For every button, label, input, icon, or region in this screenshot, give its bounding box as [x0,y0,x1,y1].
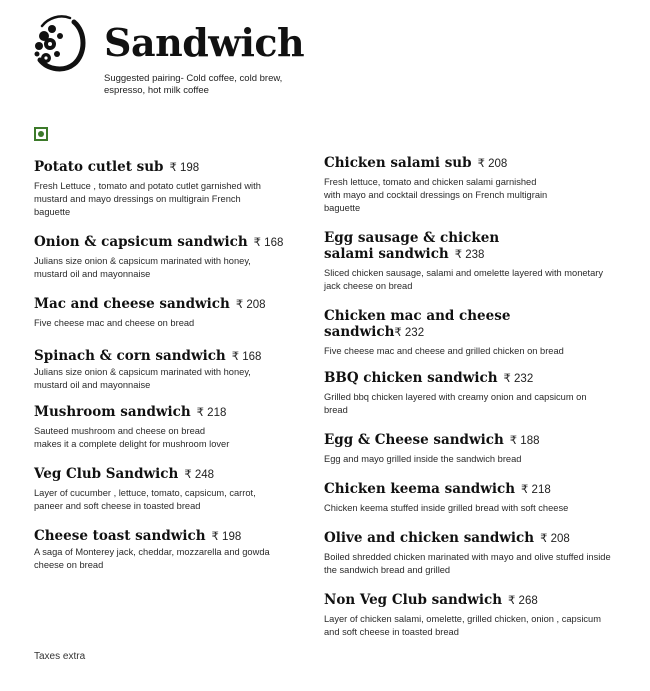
item-description: mustard and mayo dressings on multigrain French [34,194,241,204]
item-description: with mayo and cocktail dressings on French multigrain [324,190,548,200]
item-name: Egg sausage & chicken salami sandwich [324,230,500,262]
item-description: and soft cheese in toasted bread [324,627,459,637]
item-price: ₹ 248 [184,469,215,481]
item-price: ₹ 168 [231,351,262,363]
menu-item [324,370,629,417]
item-price: ₹ 198 [211,531,242,543]
item-name: Onion & capsicum sandwich [34,234,248,250]
item-price: ₹ 168 [253,237,284,249]
item-description: mustard oil and mayonnaise [34,380,151,390]
item-name: Mac and cheese sandwich [34,296,230,312]
item-name: Potato cutlet sub [34,159,164,175]
item-description: Layer of chicken salami, omelette, grilled chicken, onion , capsicum [324,614,601,624]
item-description: jack cheese on bread [324,281,413,291]
item-name: Cheese toast sandwich [34,528,206,544]
pairing-line: espresso, hot milk coffee [104,85,209,96]
item-description: paneer and soft cheese in toasted bread [34,501,201,511]
item-description: makes it a complete delight for mushroom lover [34,439,230,449]
item-price: ₹ 238 [454,249,485,261]
menu-item [34,159,289,219]
floral-circle-logo [30,14,88,74]
item-name: Egg & Cheese sandwich [324,432,504,448]
suggested-pairing [104,73,334,97]
item-price: ₹ 208 [235,299,266,311]
item-description: Grilled bbq chicken layered with creamy onion and capsicum on [324,392,587,402]
menu-item [34,348,289,392]
item-description: A saga of Monterey jack, cheddar, mozzarella and gowda [34,547,270,557]
item-description: Sliced chicken sausage, salami and omelette layered with monetary [324,268,604,278]
taxes-note: Taxes extra [34,651,86,662]
item-description: mustard oil and mayonnaise [34,269,151,279]
page-title: Sandwich [104,20,305,65]
veg-icon [34,127,48,141]
item-price: ₹ 232 [503,373,534,385]
menu-item [324,481,629,515]
item-name: Non Veg Club sandwich [324,592,503,608]
item-name: Spinach & corn sandwich [34,348,226,364]
item-description: Five cheese mac and cheese on bread [34,318,195,328]
item-description: the sandwich bread and grilled [324,565,451,575]
item-name: BBQ chicken sandwich [324,370,498,386]
item-description: baguette [34,207,71,217]
item-price: ₹ 188 [509,435,540,447]
item-description: baguette [324,203,361,213]
item-description: Sauteed mushroom and cheese on bread [34,426,206,436]
menu-item [324,308,564,358]
pairing-line: Suggested pairing- Cold coffee, cold brew, [104,73,283,84]
item-price: ₹ 208 [540,533,570,545]
item-description: Julians size onion & capsicum marinated with honey, [34,367,251,377]
menu-item [34,466,289,513]
item-description: Chicken keema stuffed inside grilled bread with soft cheese [324,503,569,513]
item-name: Olive and chicken sandwich [324,530,535,546]
item-description: Boiled shredded chicken marinated with mayo and olive stuffed inside [324,552,611,562]
item-name: Veg Club Sandwich [34,466,179,482]
item-description: Fresh lettuce, tomato and chicken salami garnished [324,177,537,187]
item-price: ₹ 198 [169,162,200,174]
item-price: ₹ 268 [508,595,538,607]
item-description: Julians size onion & capsicum marinated with honey, [34,256,251,266]
item-description: bread [324,405,348,415]
menu-item [324,155,629,215]
menu-item [34,296,289,330]
item-price: ₹ 218 [196,407,227,419]
item-description: Fresh Lettuce , tomato and potato cutlet garnished with [34,181,261,191]
menu-item [324,530,629,577]
item-price: ₹ 218 [521,484,551,496]
item-name: Chicken salami sub [324,155,472,171]
item-name: Chicken mac and cheese sandwich [324,308,511,340]
item-name: Mushroom sandwich [34,404,191,420]
menu-item [324,592,629,639]
menu-item [34,234,289,281]
item-price: ₹ 208 [477,158,508,170]
menu-item [34,528,289,572]
item-description: Egg and mayo grilled inside the sandwich bread [324,454,522,464]
item-price: ₹ 232 [394,327,425,339]
item-description: Five cheese mac and cheese and grilled chicken on bread [324,346,564,356]
menu-item [324,230,604,293]
menu-item [34,404,289,451]
item-description: cheese on bread [34,560,104,570]
item-name: Chicken keema sandwich [324,481,516,497]
item-description: Layer of cucumber , lettuce, tomato, capsicum, carrot, [34,488,256,498]
menu-item [324,432,629,466]
